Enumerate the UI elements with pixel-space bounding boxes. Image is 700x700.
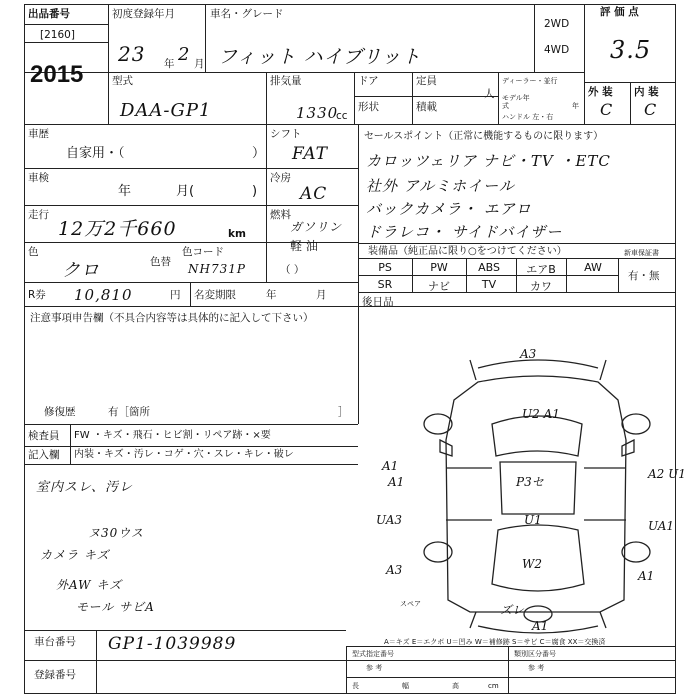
size-unit: cm bbox=[488, 682, 499, 690]
mark-a3-left: A3 bbox=[386, 563, 403, 577]
size-height: 高 bbox=[452, 682, 459, 690]
mark-p3: P3セ bbox=[516, 475, 544, 489]
nameplate-year: 年 bbox=[266, 289, 277, 301]
shift-value: FAT bbox=[292, 144, 329, 164]
mileage-unit: km bbox=[228, 228, 246, 240]
chassis-value: GP1-1039989 bbox=[108, 634, 237, 654]
mark-a2u1: A2 U1 bbox=[648, 467, 686, 481]
displacement-value: 1330 bbox=[296, 104, 339, 122]
car-name-value: フィット ハイブリット bbox=[218, 46, 422, 68]
history-value: 自家用・（ bbox=[66, 146, 125, 161]
sales-label: セールスポイント（正常に機能するものに限ります） bbox=[364, 131, 604, 142]
capacity-unit: 人 bbox=[484, 88, 495, 100]
sales-line-4: ドラレコ・ サイドバイザー bbox=[366, 223, 563, 241]
equip-abs: ABS bbox=[478, 261, 500, 274]
inspector-items: FW ・キズ・飛石・ヒビ割・リペア跡・×要 bbox=[74, 430, 271, 441]
reg-label: 初度登録年月 bbox=[112, 8, 175, 20]
registration-label: 登録番号 bbox=[34, 669, 76, 681]
model-year-unit: 年 bbox=[572, 102, 579, 110]
mark-u2a1: U2 A1 bbox=[522, 407, 560, 421]
type-cert-label: 型式指定番号 bbox=[352, 650, 394, 658]
nameplate-label: 名変期限 bbox=[194, 289, 236, 301]
recycle-value: 10,810 bbox=[74, 286, 133, 304]
new-warranty-label: 新車保証書 bbox=[624, 249, 659, 257]
notes-label: 注意事項申告欄（不具合内容等は具体的に記入して下さい） bbox=[30, 312, 314, 324]
dealer-label: ディーラー・並行 bbox=[502, 77, 558, 85]
sales-line-1: カロッツェリア ナビ・TV ・ETC bbox=[366, 152, 611, 170]
equip-leather: カワ bbox=[530, 280, 552, 293]
load-label: 積載 bbox=[416, 101, 437, 113]
fuel-paren: （ ） bbox=[280, 264, 305, 276]
exterior-label: 外 装 bbox=[588, 86, 613, 98]
equip-pw: PW bbox=[430, 261, 448, 274]
fuel-value-gasoline: ガソリン bbox=[290, 220, 343, 234]
note-line-4: 外AW キズ bbox=[56, 578, 123, 592]
mark-ua1: UA1 bbox=[648, 519, 675, 533]
inspection-close: ) bbox=[252, 184, 258, 199]
handle-label: ハンドル 左・右 bbox=[502, 113, 554, 121]
reg-month-value: 2 bbox=[178, 44, 191, 65]
history-label: 車歴 bbox=[28, 128, 49, 140]
diagram-legend: A＝キズ E＝エクボ U＝凹み W＝補修跡 S＝サビ C＝腐食 XX＝交換済 bbox=[384, 638, 606, 646]
size-width: 幅 bbox=[402, 682, 409, 690]
inspection-year: 年 bbox=[118, 184, 132, 199]
repair-value: 有［箇所 bbox=[108, 406, 150, 418]
exterior-grade: C bbox=[600, 100, 614, 119]
mark-a1-bottom: A1 bbox=[532, 619, 549, 633]
mileage-label: 走行 bbox=[28, 209, 49, 221]
interior-label: 内 装 bbox=[634, 86, 659, 98]
ac-label: 冷房 bbox=[270, 172, 291, 184]
door-label: ドア bbox=[358, 75, 379, 87]
lot-sub: [2160] bbox=[40, 29, 75, 41]
color-change-label: 色替 bbox=[150, 256, 171, 268]
equip-airbag: エアB bbox=[526, 263, 556, 276]
equip-aw: AW bbox=[584, 261, 602, 274]
entry-items: 内装・キズ・汚レ・コゲ・穴・スレ・キレ・破レ bbox=[74, 449, 294, 460]
spare-label: スペア bbox=[400, 600, 421, 608]
nameplate-month: 月 bbox=[316, 289, 327, 301]
reg-year-unit: 年 bbox=[164, 58, 175, 70]
note-line-2: ヌ30ウス bbox=[88, 526, 144, 540]
entry-label: 記入欄 bbox=[28, 449, 60, 461]
mark-a1-left2: A1 bbox=[388, 475, 405, 489]
drive-4wd: 4WD bbox=[544, 44, 570, 56]
mark-a3-top: A3 bbox=[520, 347, 537, 361]
note-line-3: カメラ キズ bbox=[40, 548, 110, 562]
equip-tv: TV bbox=[481, 278, 497, 291]
repair-close: ］ bbox=[338, 406, 349, 418]
inspection-month: 月( bbox=[176, 184, 195, 199]
sales-line-3: バックカメラ・ エアロ bbox=[366, 200, 532, 218]
mark-ua3: UA3 bbox=[376, 513, 403, 527]
color-label: 色 bbox=[28, 246, 39, 258]
fuel-value-diesel: 軽 油 bbox=[290, 239, 318, 253]
recycle-label: R券 bbox=[28, 289, 46, 301]
interior-grade: C bbox=[644, 100, 658, 119]
mark-w2: W2 bbox=[522, 557, 542, 571]
model-label: 型式 bbox=[112, 75, 133, 87]
inspection-label: 車検 bbox=[28, 172, 49, 184]
mark-u1: U1 bbox=[524, 513, 542, 527]
repair-label: 修復歴 bbox=[44, 406, 76, 418]
mark-a1-left: A1 bbox=[382, 459, 399, 473]
lot-number: 2015 bbox=[30, 61, 84, 88]
model-value: DAA-GP1 bbox=[120, 100, 212, 121]
reg-year-value: 23 bbox=[118, 42, 146, 66]
inspector-label: 検査員 bbox=[28, 430, 60, 442]
reference-1: 参 考 bbox=[366, 664, 383, 672]
class-label: 類別区分番号 bbox=[514, 650, 556, 658]
displacement-label: 排気量 bbox=[270, 75, 302, 87]
equip-navi: ナビ bbox=[428, 280, 450, 293]
later-label: 後日品 bbox=[362, 296, 394, 308]
score-value: 3.5 bbox=[610, 36, 652, 64]
mileage-value: 12万2千660 bbox=[58, 218, 177, 240]
note-line-5: モール サビA bbox=[76, 600, 155, 614]
equip-ps: PS bbox=[378, 261, 392, 274]
sales-line-2: 社外 アルミホイール bbox=[366, 177, 515, 195]
reg-month-unit: 月 bbox=[194, 58, 205, 70]
size-length: 長 bbox=[352, 682, 359, 690]
chassis-label: 車台番号 bbox=[34, 636, 76, 648]
lot-label: 出品番号 bbox=[28, 8, 70, 20]
ac-value: AC bbox=[300, 184, 328, 204]
color-code-label: 色コード bbox=[182, 246, 224, 258]
mark-a1-right: A1 bbox=[638, 569, 655, 583]
mark-zure: ズレ bbox=[500, 603, 525, 617]
equipment-label: 装備品（純正品に限り○をつけてください） bbox=[368, 246, 567, 257]
capacity-label: 定員 bbox=[416, 75, 437, 87]
history-close: ） bbox=[252, 146, 266, 161]
grade-label: 評 価 点 bbox=[600, 6, 639, 18]
new-warranty-value: 有・無 bbox=[628, 270, 660, 282]
color-code-value: NH731P bbox=[188, 262, 246, 276]
reference-2: 参 考 bbox=[528, 664, 545, 672]
color-value: クロ bbox=[62, 260, 100, 281]
displacement-unit: cc bbox=[336, 110, 348, 122]
fuel-label: 燃料 bbox=[270, 209, 291, 221]
model-year-label: モデル年式 bbox=[502, 94, 530, 110]
note-line-1: 室内スレ、汚レ bbox=[36, 480, 133, 495]
shape-label: 形状 bbox=[358, 101, 379, 113]
shift-label: シフト bbox=[270, 128, 302, 140]
equip-sr: SR bbox=[377, 278, 393, 291]
car-name-label: 車名・グレード bbox=[210, 8, 284, 20]
recycle-unit: 円 bbox=[170, 289, 181, 301]
drive-2wd: 2WD bbox=[544, 18, 570, 30]
